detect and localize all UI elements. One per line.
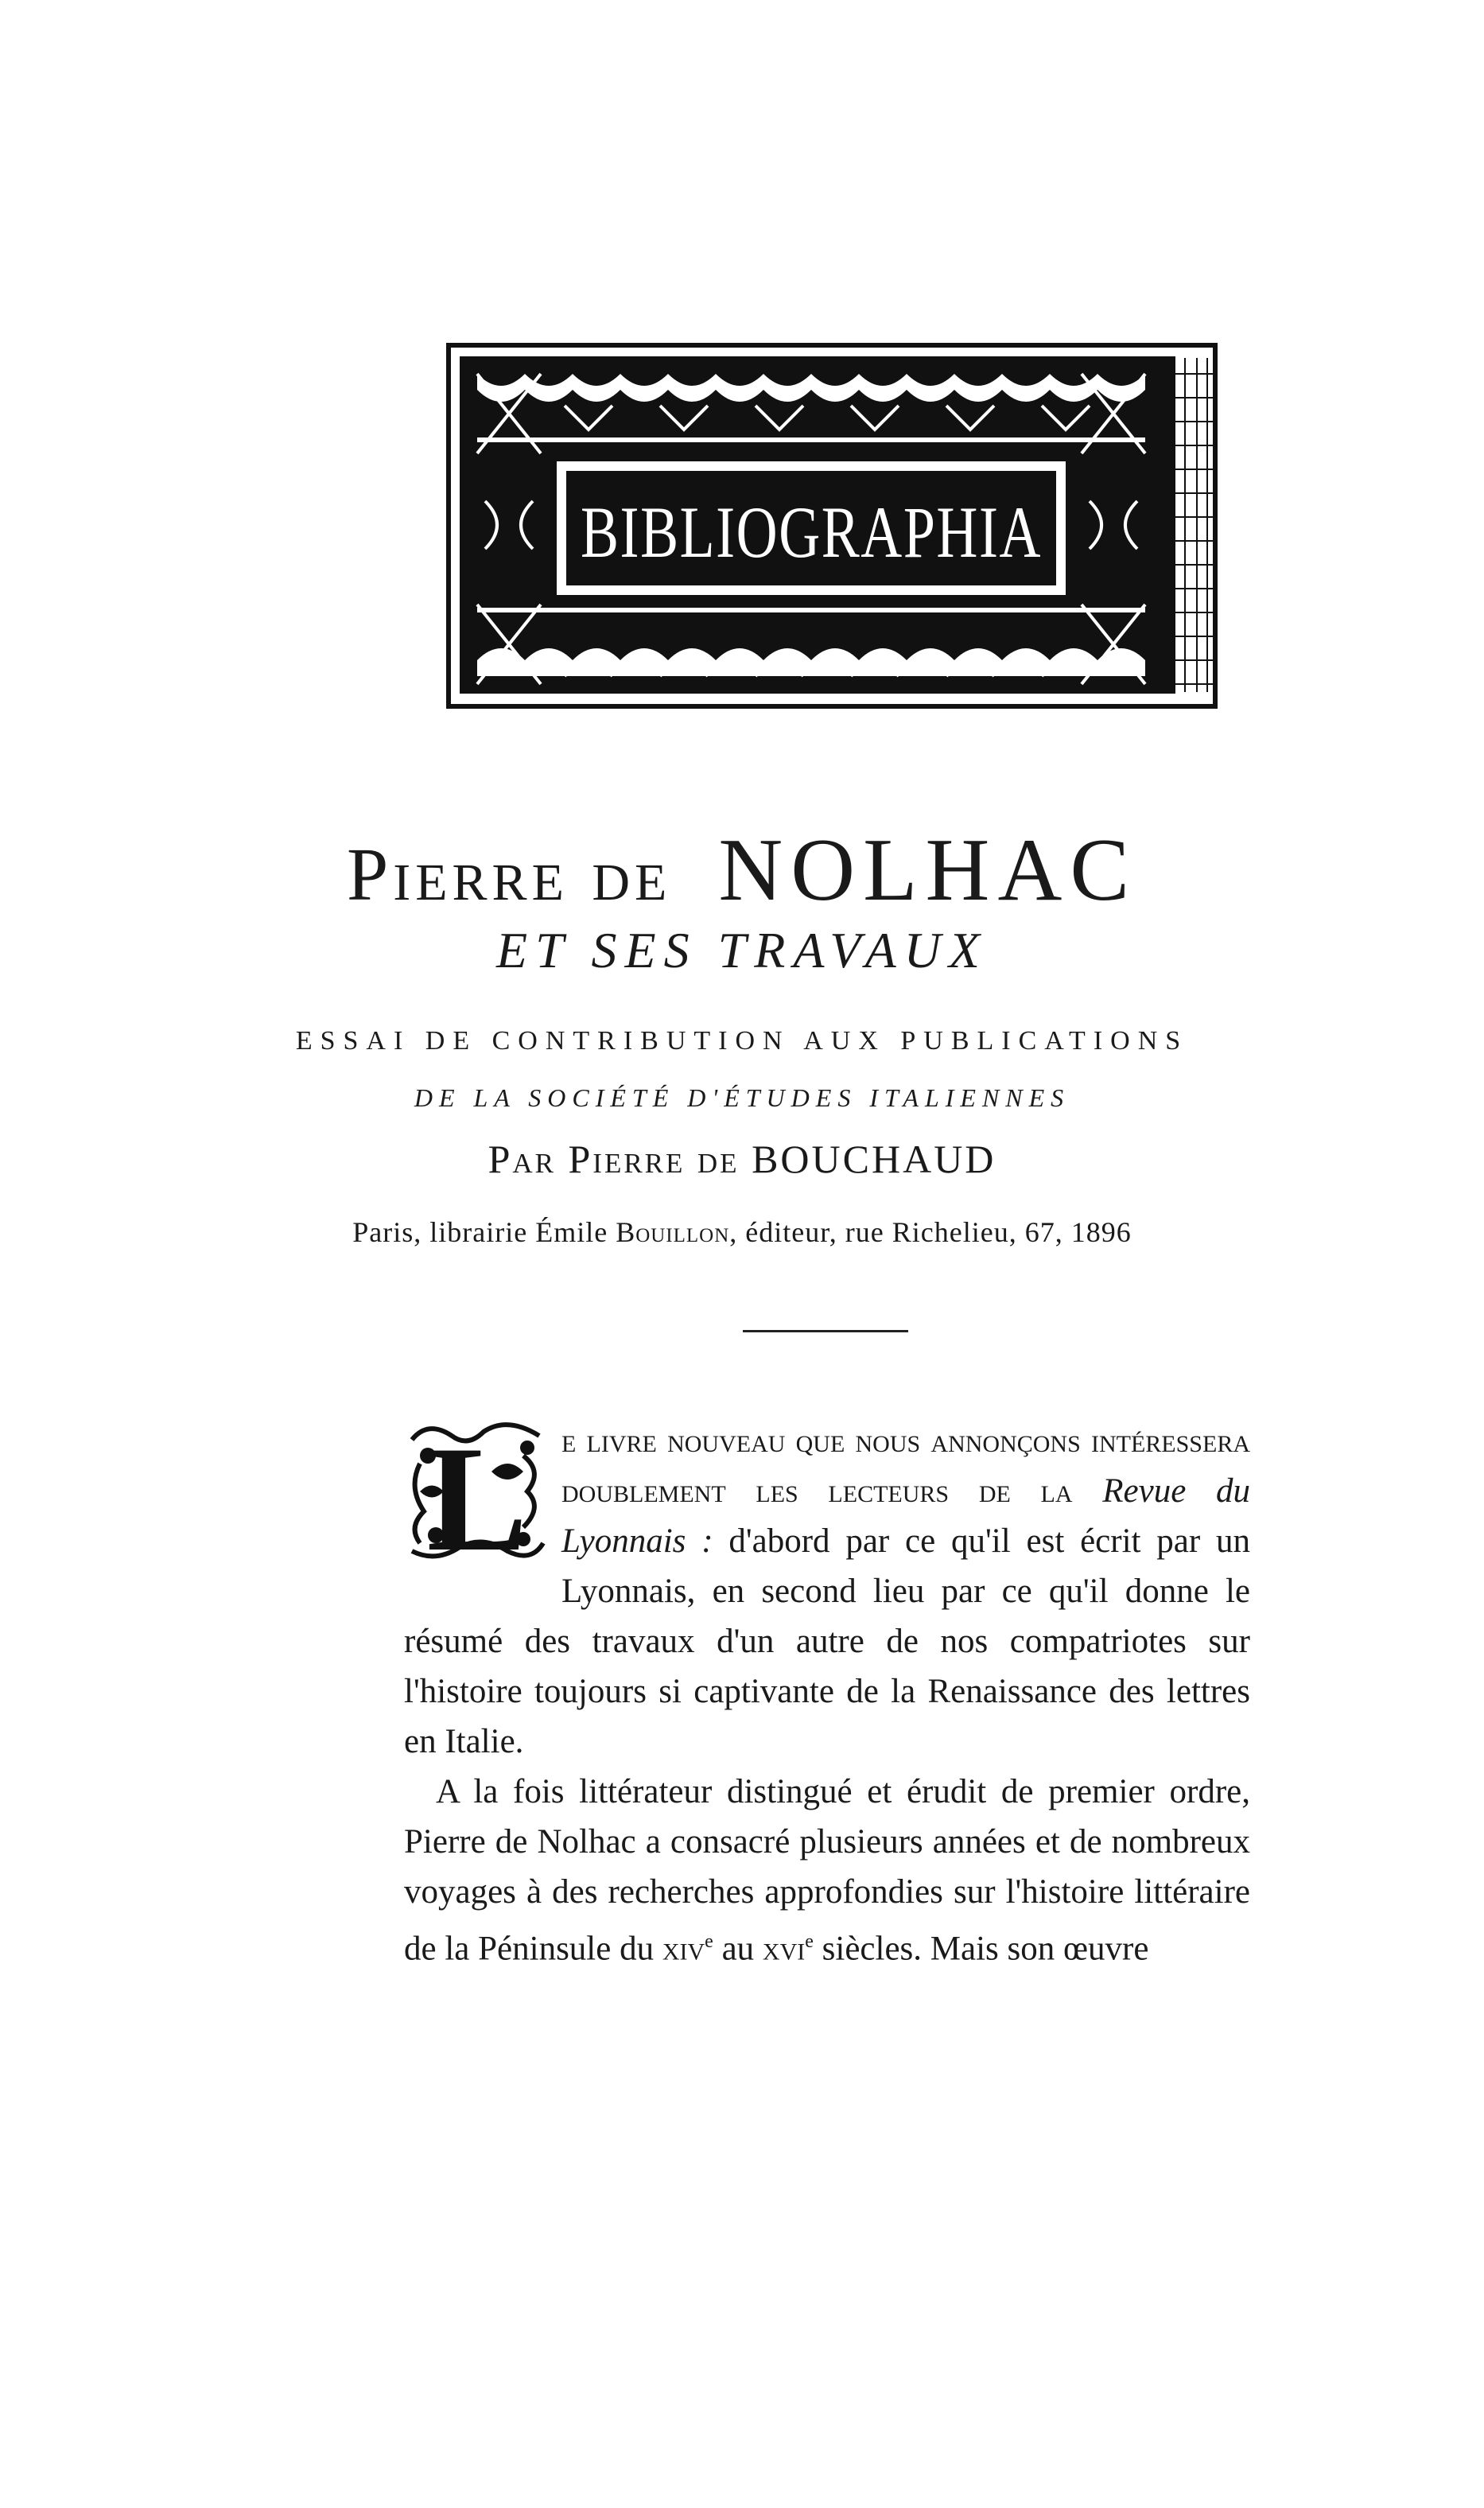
imprint-address-year: , éditeur, rue Richelieu, 67, 1896 — [729, 1216, 1132, 1248]
title-essay-line: ESSAI DE CONTRIBUTION AUX PUBLICATIONS — [295, 1026, 1189, 1056]
article-body — [404, 1416, 1250, 1973]
title-author-prefix: Pierre de — [346, 834, 672, 916]
century-14-sup: e — [705, 1931, 713, 1952]
paragraph-1-opening: e livre nouveau que nous annonçons intéressera doublement les lecteurs de la — [561, 1422, 1250, 1510]
paragraph-2-text: A la fois littérateur distingué et érudit de premier ordre, Pierre de Nolhac a consacré plusieurs années et de nombreux voyages à des recherches approfondies sur l'histoire littéraire de la Péninsule du — [404, 1773, 1250, 1968]
paragraph-2 — [404, 1767, 1250, 1973]
byline-surname: BOUCHAUD — [752, 1137, 996, 1181]
imprint-publisher-name: Bouillon — [616, 1216, 730, 1248]
century-16-sup: e — [805, 1931, 814, 1952]
title-byline — [0, 1136, 1484, 1182]
imprint-city-publisher: Paris, librairie Émile — [352, 1216, 608, 1248]
paragraph-1-rest: d'abord par ce qu'il est écrit par un Lyonnais, en second lieu par ce qu'il donne le résumé des travaux d'un autre de nos compatriotes sur l'histoire toujours si captivante de la Renaissance des lettres en Italie. — [404, 1522, 1250, 1760]
bibliographia-banner — [445, 342, 1218, 710]
title-author-surname: NOLHAC — [718, 821, 1138, 920]
paragraph-2-connector: au — [721, 1930, 755, 1968]
banner-title: BIBLIOGRAPHIA — [581, 492, 1042, 573]
title-imprint — [0, 1215, 1484, 1249]
section-divider — [743, 1330, 908, 1332]
title-author — [0, 819, 1484, 922]
dropcap-letter: L — [426, 1416, 528, 1567]
title-society-line: DE LA SOCIÉTÉ D'ÉTUDES ITALIENNES — [414, 1083, 1070, 1112]
byline-prefix: Par Pierre de — [488, 1137, 740, 1181]
century-16: xvi — [762, 1930, 806, 1968]
journal-title: Revue du Lyonnais : — [561, 1472, 1251, 1560]
century-14: xiv — [662, 1930, 705, 1968]
title-subtitle: ET SES TRAVAUX — [496, 922, 988, 978]
paragraph-2-ending: siècles. Mais son œuvre — [822, 1930, 1149, 1968]
ornate-dropcap — [404, 1416, 550, 1567]
